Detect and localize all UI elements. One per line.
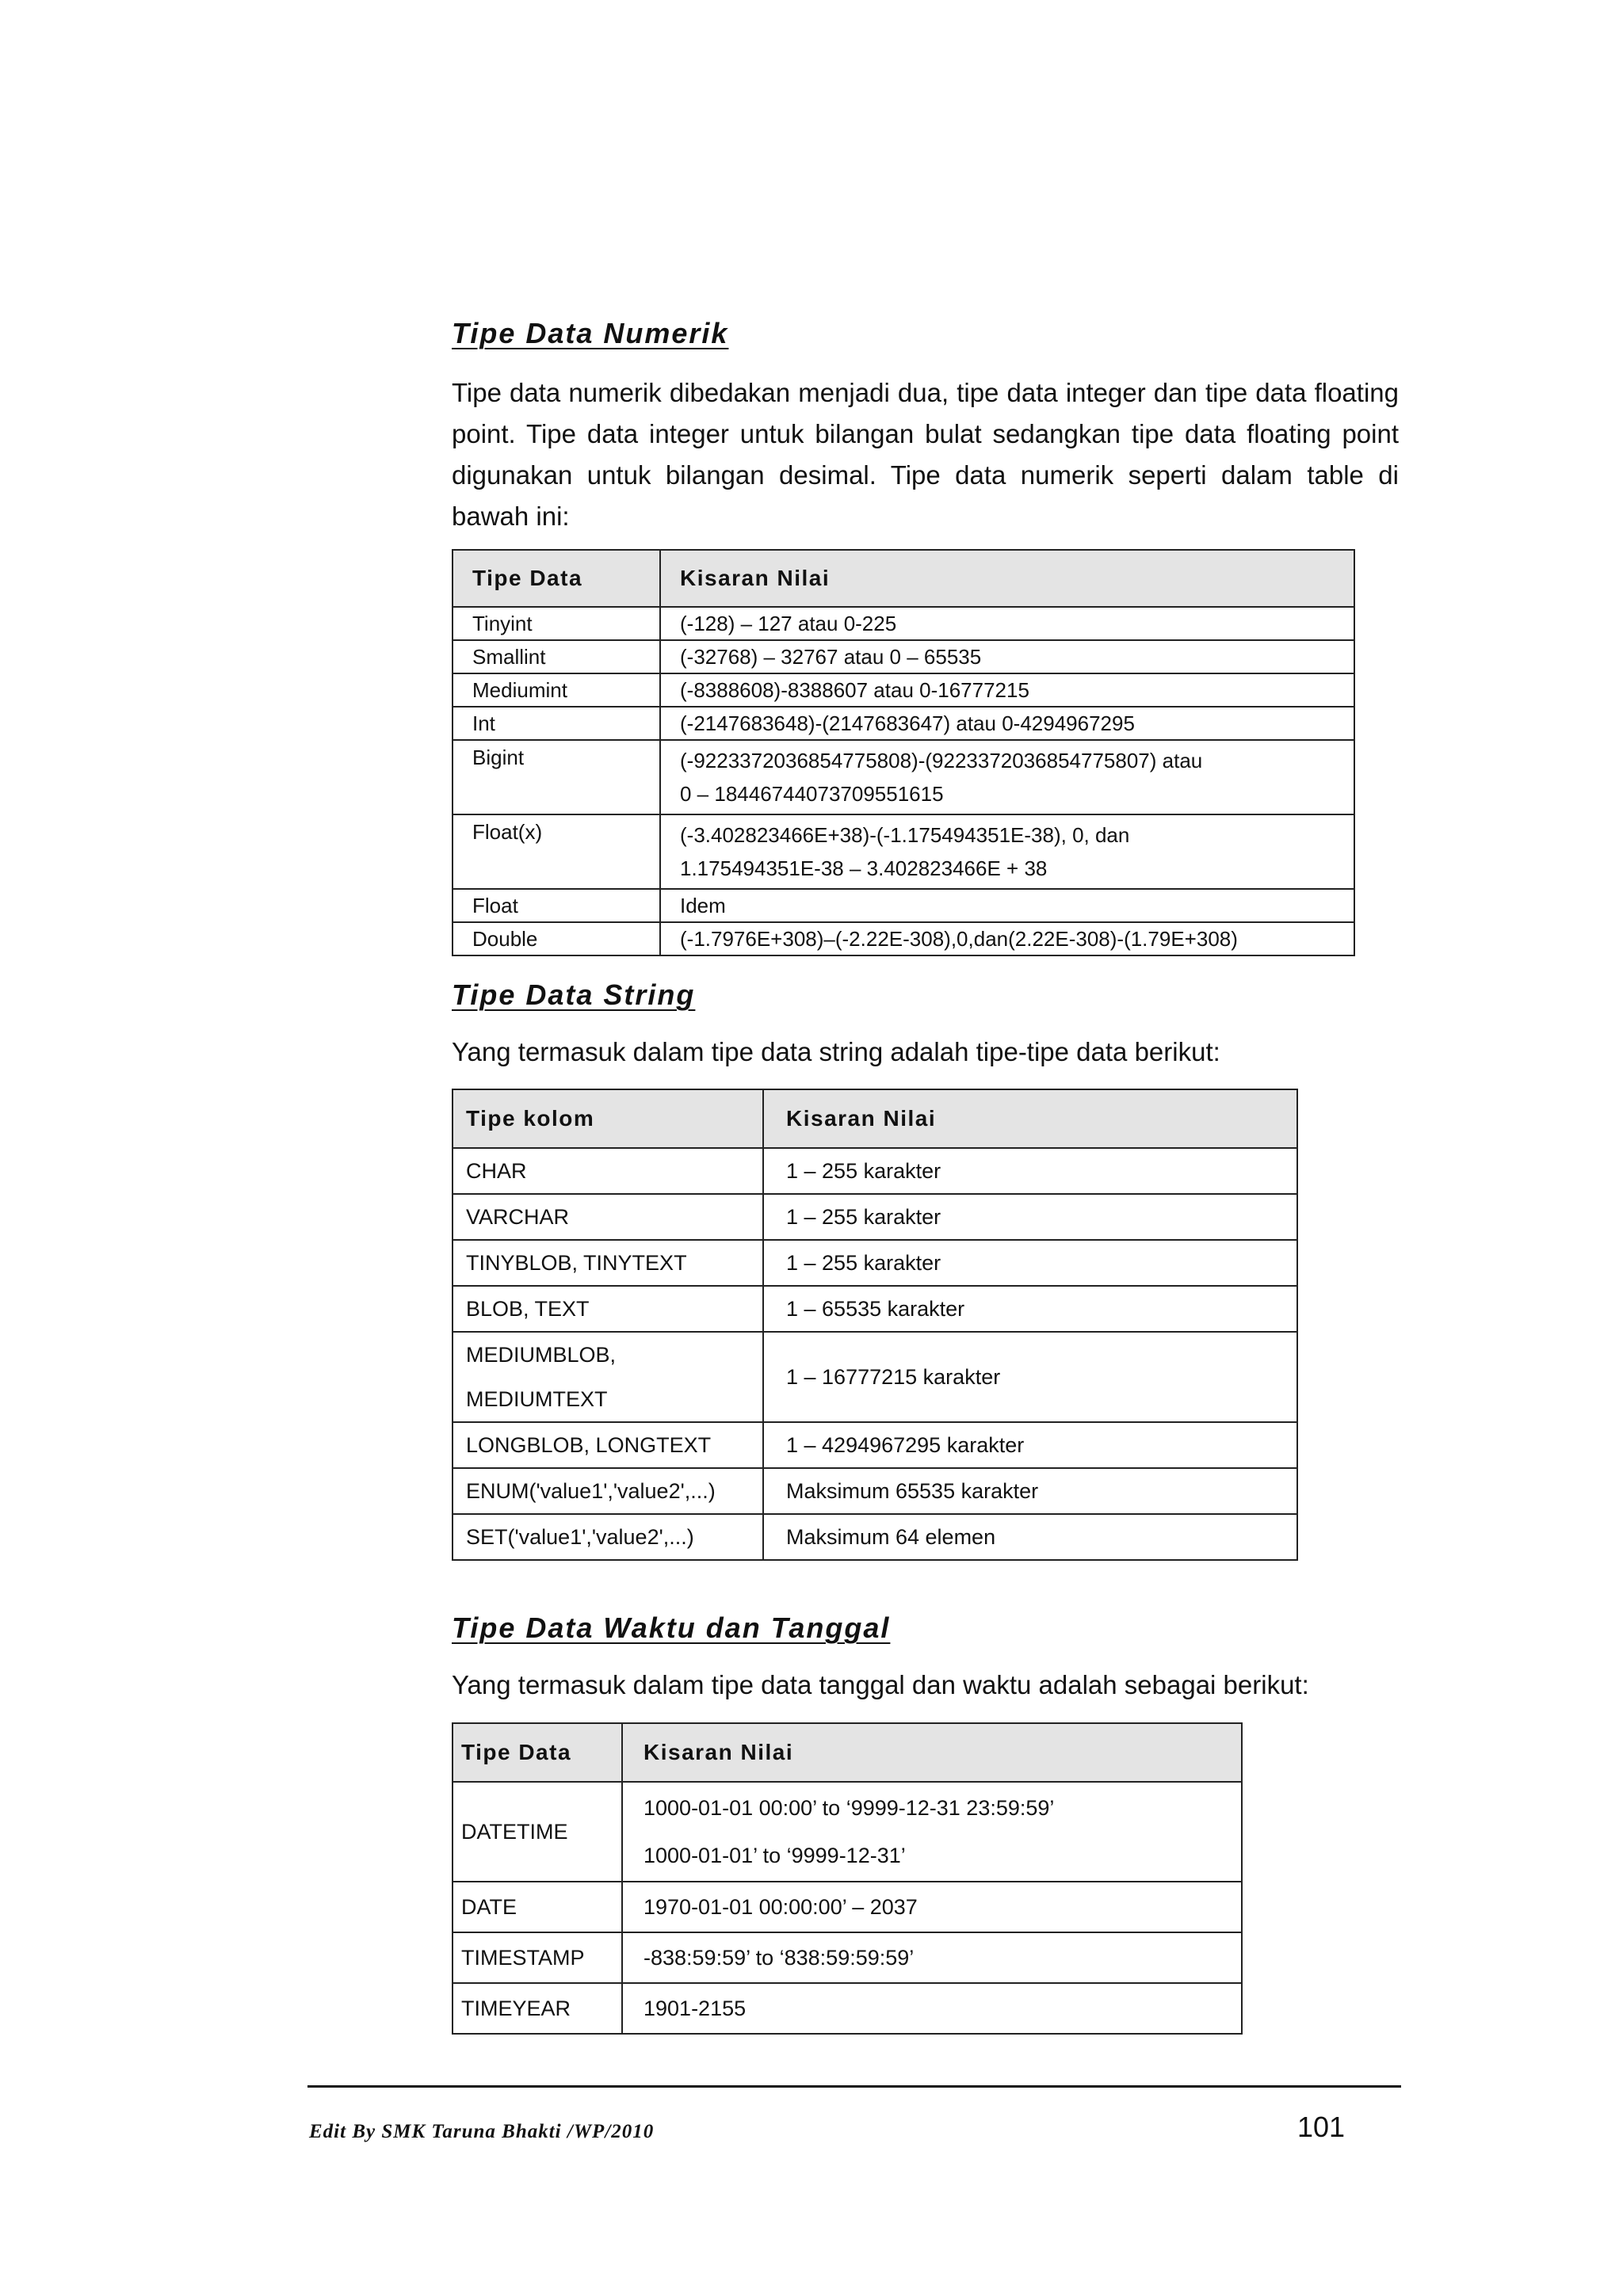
table-header-row (453, 1723, 1242, 1782)
cell-tipe: Double (453, 922, 660, 955)
cell-tipe (453, 1332, 763, 1422)
table-row (453, 1422, 1297, 1468)
cell-line: 1.175494351E-38 – 3.402823466E + 38 (680, 856, 1048, 880)
cell-kisaran: (-2147683648)-(2147683647) atau 0-4294967295 (660, 707, 1354, 740)
column-header-tipe-data: Tipe Data (453, 550, 660, 607)
cell-tipe: DATETIME (453, 1782, 622, 1882)
cell-kisaran: 1 – 255 karakter (763, 1240, 1297, 1286)
table-row (453, 707, 1354, 740)
cell-tipe: SET('value1','value2',...) (453, 1514, 763, 1560)
cell-kisaran: 1901-2155 (622, 1983, 1242, 2034)
page-number: 101 (1297, 2111, 1346, 2143)
cell-tipe: CHAR (453, 1148, 763, 1194)
cell-line: 0 – 18446744073709551615 (680, 782, 944, 806)
table-row (453, 1468, 1297, 1514)
cell-kisaran: (-128) – 127 atau 0-225 (660, 607, 1354, 640)
table-row (453, 1240, 1297, 1286)
table-row (453, 607, 1354, 640)
cell-tipe: Bigint (453, 740, 660, 814)
table-row (453, 814, 1354, 889)
table-row (453, 673, 1354, 707)
table-row (453, 1332, 1297, 1422)
table-row (453, 1286, 1297, 1332)
table-row (453, 1194, 1297, 1240)
paragraph-numerik: Tipe data numerik dibedakan menjadi dua, tipe data integer dan tipe data floating point. Tipe data integer untuk bilangan bulat sedangkan tipe data floating point digunakan untuk bilangan desimal. Tipe data numerik seperti dalam table di bawah ini: (452, 378, 1399, 531)
cell-kisaran: 1 – 255 karakter (763, 1194, 1297, 1240)
heading-string: Tipe Data String (452, 978, 696, 1011)
cell-kisaran: (-8388608)-8388607 atau 0-16777215 (660, 673, 1354, 707)
cell-kisaran: (-32768) – 32767 atau 0 – 65535 (660, 640, 1354, 673)
cell-kisaran: Maksimum 65535 karakter (763, 1468, 1297, 1514)
cell-kisaran (660, 740, 1354, 814)
cell-line: 1000-01-01 00:00’ to ‘9999-12-31 23:59:59’ (643, 1796, 1055, 1820)
cell-kisaran (660, 814, 1354, 889)
cell-kisaran: (-1.7976E+308)–(-2.22E-308),0,dan(2.22E-308)-(1.79E+308) (660, 922, 1354, 955)
cell-kisaran: 1 – 4294967295 karakter (763, 1422, 1297, 1468)
column-header-kisaran-nilai: Kisaran Nilai (763, 1089, 1297, 1148)
table-row (453, 640, 1354, 673)
table-numerik (452, 549, 1355, 956)
table-row (453, 740, 1354, 814)
cell-kisaran: 1 – 16777215 karakter (763, 1332, 1297, 1422)
cell-tipe: Float (453, 889, 660, 922)
column-header-tipe-data: Tipe Data (453, 1723, 622, 1782)
table-string (452, 1089, 1298, 1561)
table-row (453, 922, 1354, 955)
cell-tipe: LONGBLOB, LONGTEXT (453, 1422, 763, 1468)
table-header-row (453, 1089, 1297, 1148)
cell-kisaran: 1970-01-01 00:00:00’ – 2037 (622, 1882, 1242, 1932)
cell-kisaran: 1 – 65535 karakter (763, 1286, 1297, 1332)
column-header-kisaran-nilai: Kisaran Nilai (660, 550, 1354, 607)
footer-divider (307, 2085, 1401, 2088)
cell-line: (-9223372036854775808)-(9223372036854775807) atau (680, 749, 1203, 772)
footer-credit: Edit By SMK Taruna Bhakti /WP/2010 (309, 2121, 655, 2142)
cell-kisaran: 1 – 255 karakter (763, 1148, 1297, 1194)
paragraph-string: Yang termasuk dalam tipe data string adalah tipe-tipe data berikut: (452, 1037, 1220, 1066)
cell-line: MEDIUMBLOB, (466, 1343, 617, 1367)
column-header-tipe-kolom: Tipe kolom (453, 1089, 763, 1148)
cell-tipe: TINYBLOB, TINYTEXT (453, 1240, 763, 1286)
cell-tipe: Float(x) (453, 814, 660, 889)
cell-tipe: ENUM('value1','value2',...) (453, 1468, 763, 1514)
cell-kisaran: -838:59:59’ to ‘838:59:59:59’ (622, 1932, 1242, 1983)
cell-kisaran: Idem (660, 889, 1354, 922)
cell-tipe: TIMESTAMP (453, 1932, 622, 1983)
heading-waktu: Tipe Data Waktu dan Tanggal (452, 1611, 891, 1644)
cell-tipe: DATE (453, 1882, 622, 1932)
cell-tipe: VARCHAR (453, 1194, 763, 1240)
cell-tipe: Mediumint (453, 673, 660, 707)
table-row (453, 1514, 1297, 1560)
paragraph-waktu: Yang termasuk dalam tipe data tanggal dan waktu adalah sebagai berikut: (452, 1670, 1309, 1699)
cell-tipe: Int (453, 707, 660, 740)
cell-line: 1000-01-01’ to ‘9999-12-31’ (643, 1844, 906, 1867)
table-row (453, 1882, 1242, 1932)
table-row (453, 1932, 1242, 1983)
table-row (453, 1782, 1242, 1882)
cell-tipe: Smallint (453, 640, 660, 673)
table-header-row (453, 550, 1354, 607)
cell-kisaran: Maksimum 64 elemen (763, 1514, 1297, 1560)
cell-line: (-3.402823466E+38)-(-1.175494351E-38), 0, dan (680, 823, 1130, 847)
cell-tipe: Tinyint (453, 607, 660, 640)
table-row (453, 1983, 1242, 2034)
cell-tipe: BLOB, TEXT (453, 1286, 763, 1332)
cell-tipe: TIMEYEAR (453, 1983, 622, 2034)
table-row (453, 1148, 1297, 1194)
cell-kisaran (622, 1782, 1242, 1882)
column-header-kisaran-nilai: Kisaran Nilai (622, 1723, 1242, 1782)
table-waktu (452, 1722, 1243, 2035)
cell-line: MEDIUMTEXT (466, 1387, 608, 1411)
heading-numerik: Tipe Data Numerik (452, 317, 729, 349)
table-row (453, 889, 1354, 922)
